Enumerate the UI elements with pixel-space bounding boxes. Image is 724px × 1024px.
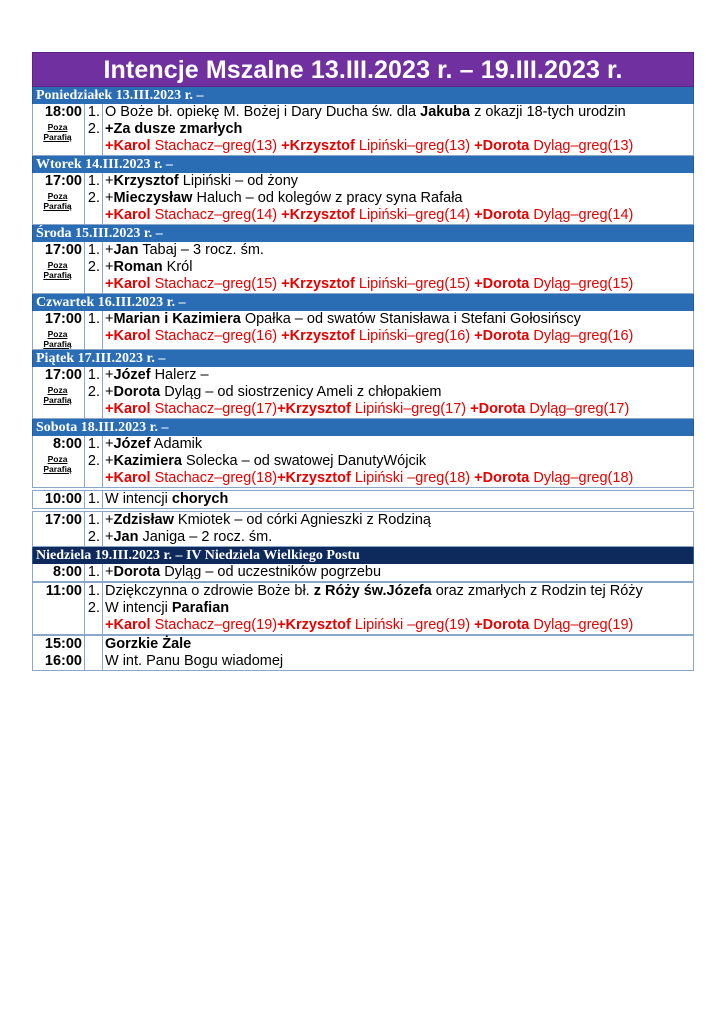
intention-line: +Jan Janiga – 2 rocz. śm. <box>105 529 273 545</box>
page-title: Intencje Mszalne 13.III.2023 r. – 19.III.2023 r. <box>32 52 694 87</box>
poza-parafia-note: Poza Parafią <box>43 260 72 280</box>
mass-row <box>33 311 693 349</box>
mass-block <box>32 311 694 350</box>
time-cell <box>33 311 85 349</box>
intention-number: 1. <box>87 436 100 452</box>
number-cell <box>85 491 103 508</box>
mass-time: 8:00 <box>52 564 82 580</box>
intention-cell <box>103 311 693 349</box>
mass-time: 17:00 <box>44 512 82 528</box>
intention-line: O Boże bł. opiekę M. Bożej i Dary Ducha św. dla Jakuba z okazji 18-tych urodzin <box>105 104 626 120</box>
intention-number <box>85 617 100 634</box>
intention-number: 1. <box>87 512 100 528</box>
mass-row <box>33 436 693 487</box>
mass-time: 17:00 <box>44 242 82 258</box>
day-header: Wtorek 14.III.2023 r. – <box>32 156 694 173</box>
mass-block <box>32 635 694 671</box>
day-header: Czwartek 16.III.2023 r. – <box>32 294 694 311</box>
intention-cell <box>103 491 693 508</box>
intention-number: 2. <box>87 121 100 137</box>
intention-cell <box>103 512 693 546</box>
intention-number: 2. <box>87 600 100 616</box>
intention-number: 1. <box>87 242 100 258</box>
mass-block <box>32 242 694 294</box>
intention-number <box>85 276 100 293</box>
number-cell <box>85 436 103 487</box>
intention-number <box>85 636 100 653</box>
mass-block <box>32 582 694 635</box>
intention-line: W int. Panu Bogu wiadomej <box>105 653 284 669</box>
intention-cell <box>103 367 693 418</box>
intention-line: +Marian i Kazimiera Opałka – od swatów Stanisława i Stefani Gołosińscy <box>105 311 581 327</box>
gregorian-line: +Karol Stachacz–greg(19)+Krzysztof Lipiński –greg(19) +Dorota Dyląg–greg(19) <box>105 617 634 633</box>
intention-line: +Za dusze zmarłych <box>105 121 243 137</box>
mass-row <box>33 564 693 581</box>
day-header: Poniedziałek 13.III.2023 r. – <box>32 87 694 104</box>
intention-line: +Roman Król <box>105 259 193 275</box>
poza-parafia-note: Poza Parafią <box>43 329 72 349</box>
number-cell <box>85 104 103 155</box>
intention-number: 2. <box>87 529 100 545</box>
time-cell <box>33 512 85 546</box>
time-cell <box>33 491 85 508</box>
mass-row <box>33 104 693 155</box>
intention-number <box>85 653 100 670</box>
intention-line: Dziękczynna o zdrowie Boże bł. z Róży św.Józefa oraz zmarłych z Rodzin tej Róży <box>105 583 643 599</box>
intention-line: +Dorota Dyląg – od siostrzenicy Ameli z chłopakiem <box>105 384 442 400</box>
gregorian-line: +Karol Stachacz–greg(15) +Krzysztof Lipiński–greg(15) +Dorota Dyląg–greg(15) <box>105 276 634 292</box>
intention-line: W intencji Parafian <box>105 600 230 616</box>
mass-row <box>33 491 693 508</box>
mass-time: 17:00 <box>44 367 82 383</box>
intention-line: +Krzysztof Lipiński – od żony <box>105 173 299 189</box>
mass-time: 16:00 <box>44 653 82 669</box>
mass-row <box>33 173 693 224</box>
number-cell <box>85 583 103 634</box>
number-cell <box>85 564 103 581</box>
intention-number: 2. <box>87 453 100 469</box>
intention-cell <box>103 173 693 224</box>
intention-number <box>85 138 100 155</box>
gregorian-line: +Karol Stachacz–greg(13) +Krzysztof Lipiński–greg(13) +Dorota Dyląg–greg(13) <box>105 138 634 154</box>
intention-line: +Dorota Dyląg – od uczestników pogrzebu <box>105 564 382 580</box>
mass-block <box>32 173 694 225</box>
intention-number: 1. <box>87 104 100 120</box>
mass-row <box>33 367 693 418</box>
poza-parafia-note: Poza Parafią <box>43 454 72 474</box>
mass-block <box>32 564 694 582</box>
schedule-content <box>32 87 694 671</box>
time-cell <box>33 564 85 581</box>
mass-time: 15:00 <box>44 636 82 652</box>
intention-line: +Józef Halerz – <box>105 367 209 383</box>
number-cell <box>85 367 103 418</box>
day-header: Sobota 18.III.2023 r. – <box>32 419 694 436</box>
number-cell <box>85 311 103 349</box>
mass-time: 17:00 <box>44 311 82 327</box>
mass-block <box>32 511 694 547</box>
intention-number: 1. <box>87 583 100 599</box>
intention-cell <box>103 436 693 487</box>
mass-time: 11:00 <box>45 583 82 599</box>
mass-block <box>32 367 694 419</box>
intention-number <box>85 401 100 418</box>
day-header: Środa 15.III.2023 r. – <box>32 225 694 242</box>
intention-number <box>85 207 100 224</box>
intention-line: +Zdzisław Kmiotek – od córki Agnieszki z Rodziną <box>105 512 431 528</box>
intention-line: W intencji chorych <box>105 491 229 507</box>
number-cell <box>85 242 103 293</box>
intention-line: +Józef Adamik <box>105 436 203 452</box>
poza-parafia-note: Poza Parafią <box>43 385 72 405</box>
poza-parafia-note: Poza Parafią <box>43 191 72 211</box>
intentions-sheet <box>32 52 694 671</box>
time-cell <box>33 436 85 487</box>
time-cell <box>33 104 85 155</box>
mass-block <box>32 104 694 156</box>
intention-number: 1. <box>87 173 100 189</box>
mass-block <box>32 436 694 488</box>
mass-time: 10:00 <box>44 491 82 507</box>
mass-row <box>33 242 693 293</box>
time-cell <box>33 367 85 418</box>
intention-line: +Mieczysław Haluch – od kolegów z pracy syna Rafała <box>105 190 463 206</box>
gregorian-line: +Karol Stachacz–greg(17)+Krzysztof Lipiński–greg(17) +Dorota Dyląg–greg(17) <box>105 401 630 417</box>
intention-number: 1. <box>87 367 100 383</box>
time-cell <box>33 173 85 224</box>
intention-line: Gorzkie Żale <box>105 636 192 652</box>
intention-cell <box>103 564 693 581</box>
mass-row <box>33 583 693 634</box>
mass-time: 8:00 <box>52 436 82 452</box>
day-header: Piątek 17.III.2023 r. – <box>32 350 694 367</box>
intention-number <box>85 328 100 345</box>
mass-time: 18:00 <box>44 104 82 120</box>
gregorian-line: +Karol Stachacz–greg(18)+Krzysztof Lipiński –greg(18) +Dorota Dyląg–greg(18) <box>105 470 634 486</box>
mass-time: 17:00 <box>44 173 82 189</box>
time-cell <box>33 583 85 634</box>
intention-number: 1. <box>87 311 100 327</box>
intention-number <box>85 470 100 487</box>
number-cell <box>85 512 103 546</box>
mass-row <box>33 512 693 546</box>
intention-cell <box>103 104 693 155</box>
intention-number: 1. <box>87 564 100 580</box>
time-cell <box>33 636 85 670</box>
intention-cell <box>103 636 693 670</box>
intention-cell <box>103 242 693 293</box>
gregorian-line: +Karol Stachacz–greg(16) +Krzysztof Lipiński–greg(16) +Dorota Dyląg–greg(16) <box>105 328 634 344</box>
intention-number: 1. <box>87 491 100 507</box>
intention-line: +Kazimiera Solecka – od swatowej DanutyWójcik <box>105 453 427 469</box>
poza-parafia-note: Poza Parafią <box>43 122 72 142</box>
number-cell <box>85 636 103 670</box>
intention-number: 2. <box>87 190 100 206</box>
intention-cell <box>103 583 693 634</box>
day-header: Niedziela 19.III.2023 r. – IV Niedziela Wielkiego Postu <box>32 547 694 564</box>
number-cell <box>85 173 103 224</box>
mass-row <box>33 636 693 670</box>
gregorian-line: +Karol Stachacz–greg(14) +Krzysztof Lipiński–greg(14) +Dorota Dyląg–greg(14) <box>105 207 634 223</box>
mass-block <box>32 490 694 509</box>
intention-number: 2. <box>87 384 100 400</box>
time-cell <box>33 242 85 293</box>
intention-line: +Jan Tabaj – 3 rocz. śm. <box>105 242 264 258</box>
intention-number: 2. <box>87 259 100 275</box>
